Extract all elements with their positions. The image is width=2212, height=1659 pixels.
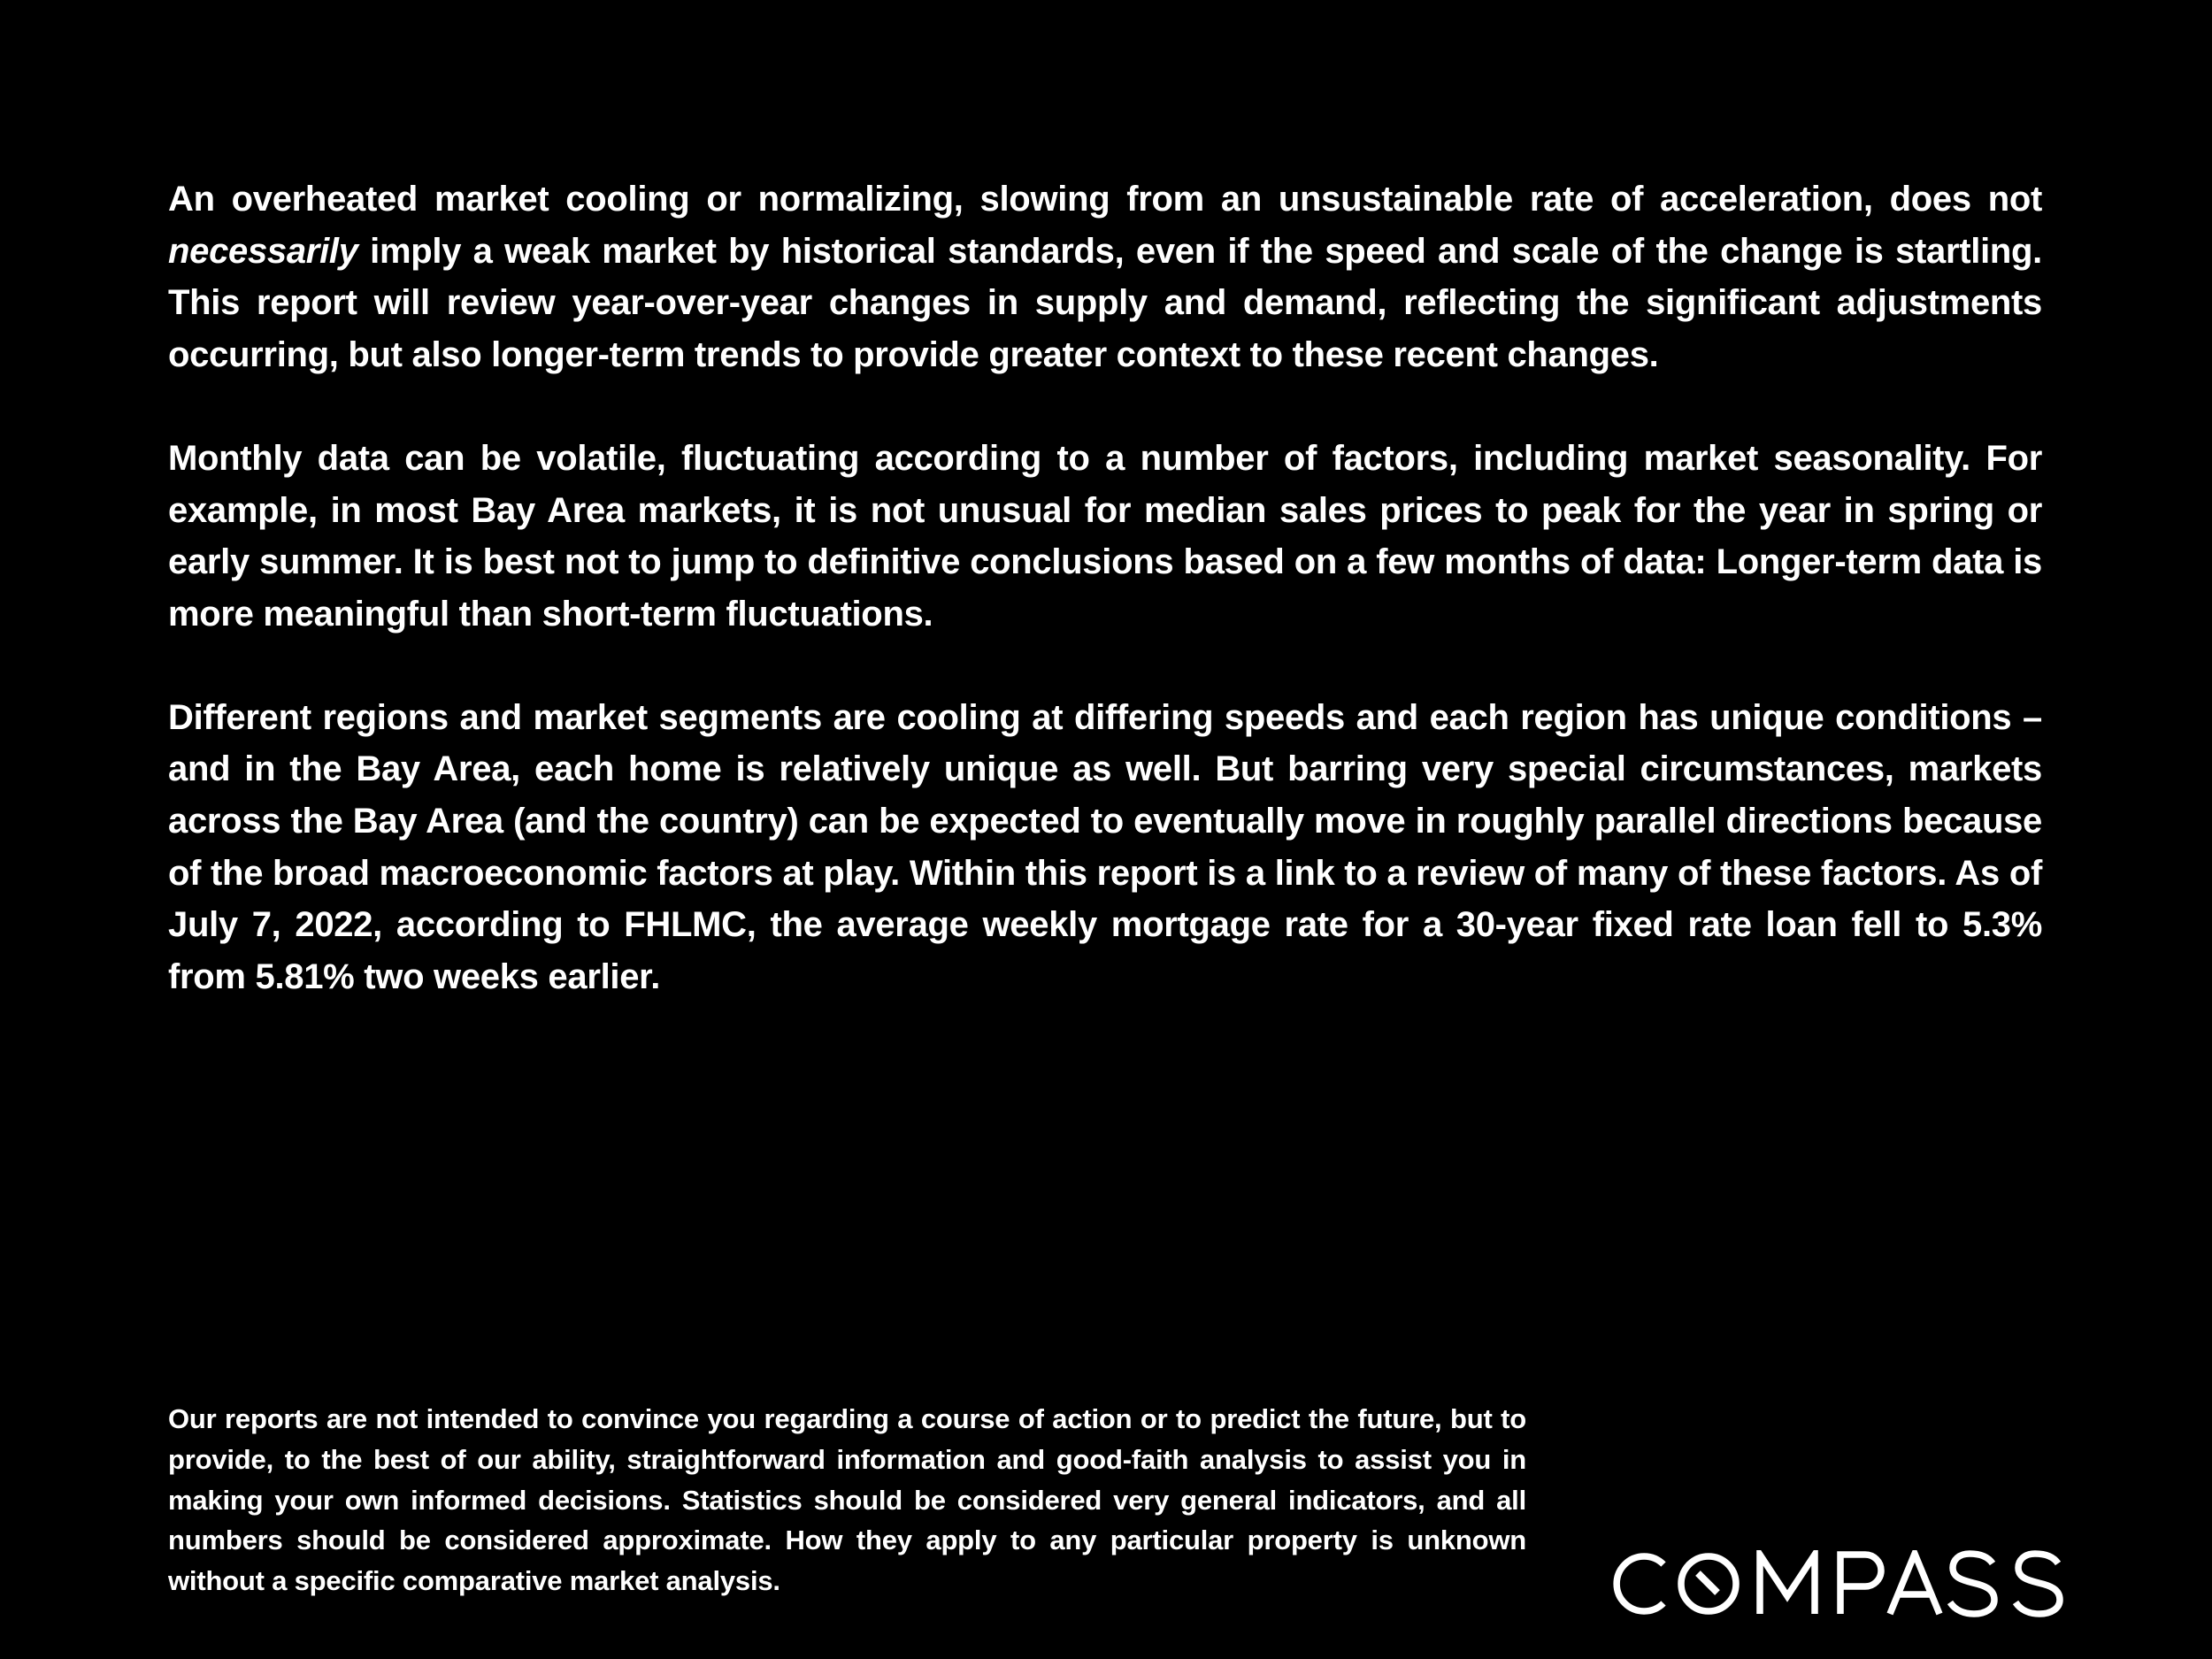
compass-logo-icon (1681, 1556, 1736, 1611)
report-body (168, 173, 2042, 1055)
paragraph-monthly-data: Monthly data can be volatile, fluctuating according to a number of factors, including market seasonality. For example, in most Bay Area markets, it is not unusual for median sales prices to peak for the year in spring or early summer. It is best not to jump to definitive conclusions based on a few months of data: Longer-term data is more meaningful than short-term fluctuations. (168, 438, 2042, 634)
logo-letter-a (1890, 1554, 1939, 1614)
paragraph-market-cooling (168, 173, 2042, 381)
paragraph-market-cooling-start: An overheated market cooling or normalizing, slowing from an unsustainable rate of acceleration, does not (168, 180, 2042, 219)
emphasis-necessarily: necessarily (168, 231, 358, 271)
logo-letter-s-2 (2016, 1554, 2060, 1614)
disclaimer: Our reports are not intended to convince you regarding a course of action or to predict the future, but to provide, to the best of our ability, straightforward information and good-faith analysis to assist you in making your own informed decisions. Statistics should be considered very general indicators, and all numbers should be considered approximate. How they apply to any particular property is unknown without a specific comparative market analysis. (168, 1403, 1526, 1597)
compass-logo (1609, 1550, 2065, 1617)
paragraph-market-cooling-end: imply a weak market by historical standards, even if the speed and scale of the change is startling. This report will review year-over-year changes in supply and demand, reflecting the significant adjustments occurring, but also longer-term trends to provide greater context to these recent changes. (168, 231, 2042, 375)
logo-letter-p (1840, 1555, 1881, 1614)
paragraph-regions: Different regions and market segments are cooling at differing speeds and each region has unique conditions – and in the Bay Area, each home is relatively unique as well. But barring very special circumstances, markets across the Bay Area (and the country) can be expected to eventually move in roughly parallel directions because of the broad macroeconomic factors at play. Within this report is a link to a review of many of these factors. As of July 7, 2022, according to FHLMC, the average weekly mortgage rate for a 30-year fixed rate loan fell to 5.3% from 5.81% two weeks earlier. (168, 697, 2042, 997)
logo-letter-c (1617, 1556, 1663, 1611)
logo-letter-m (1760, 1555, 1815, 1614)
logo-letter-s-1 (1950, 1554, 1994, 1614)
